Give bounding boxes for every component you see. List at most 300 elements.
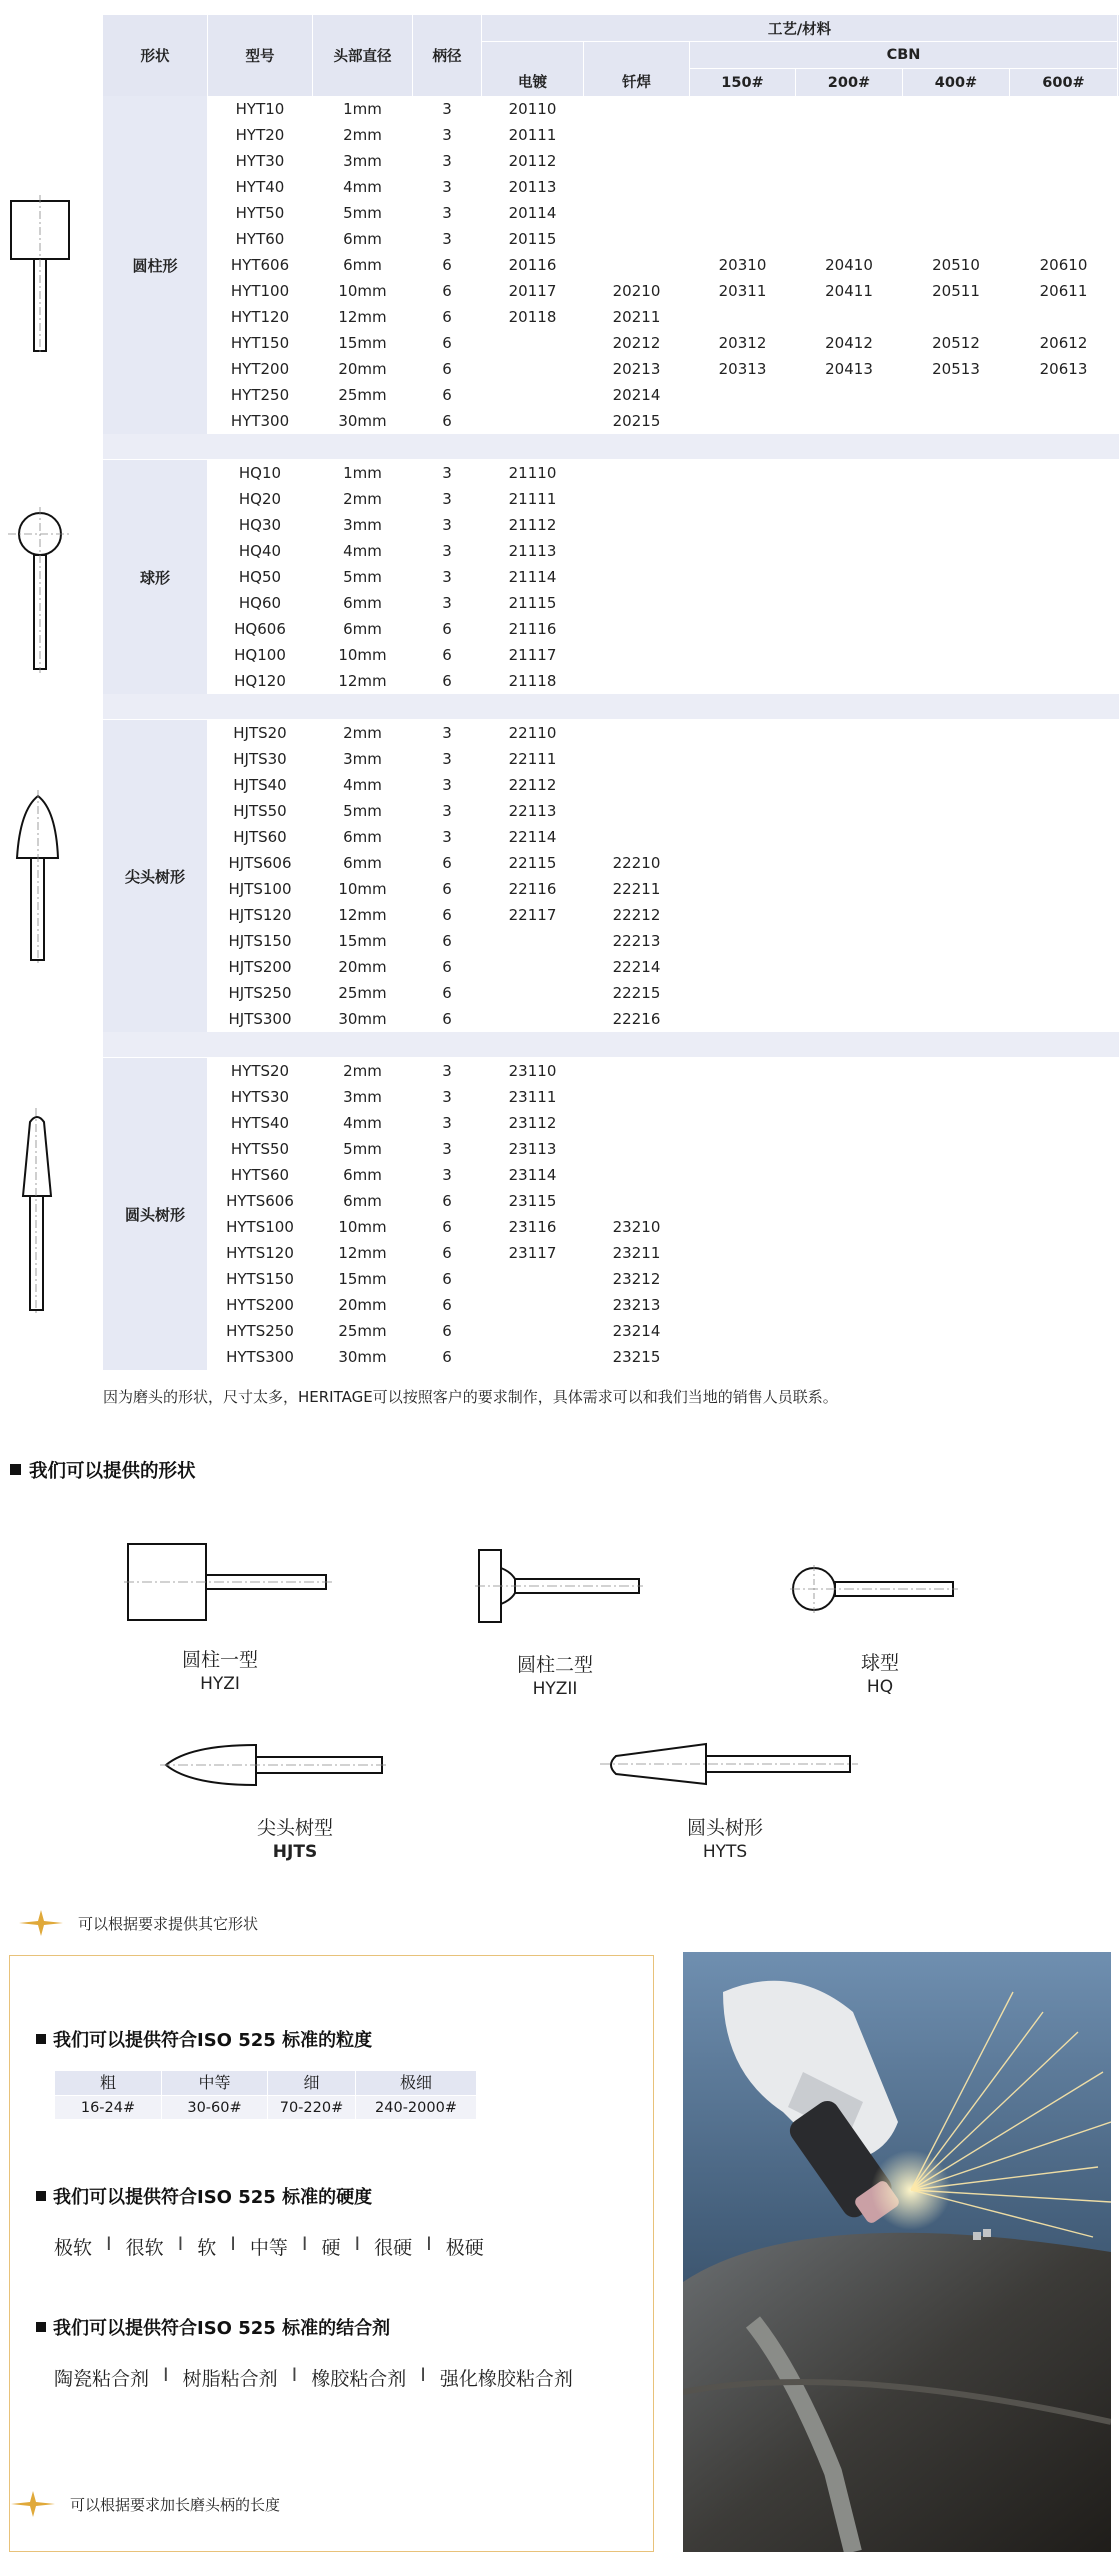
table-cell: 3	[413, 460, 482, 486]
list-separator: I	[177, 2233, 184, 2255]
table-cell	[690, 824, 796, 850]
table-cell	[482, 1266, 584, 1292]
table-cell	[690, 564, 796, 590]
round-tree-shape-icon	[600, 1738, 860, 1790]
table-cell	[903, 668, 1010, 694]
table-cell: 10mm	[313, 876, 413, 902]
table-cell: 3	[413, 746, 482, 772]
table-cell: HJTS30	[208, 746, 313, 772]
table-cell	[903, 460, 1010, 486]
table-cell	[903, 746, 1010, 772]
table-cell	[1010, 1136, 1118, 1162]
table-cell	[796, 902, 903, 928]
table-cell: 21112	[482, 512, 584, 538]
table-cell	[796, 798, 903, 824]
grit-value: 16-24#	[55, 2095, 162, 2119]
table-cell: HQ40	[208, 538, 313, 564]
table-cell	[584, 200, 690, 226]
table-cell	[690, 486, 796, 512]
table-cell	[584, 96, 690, 122]
table-cell	[796, 1058, 903, 1084]
table-cell	[796, 382, 903, 408]
table-cell: 6	[413, 954, 482, 980]
table-cell: 20312	[690, 330, 796, 356]
table-cell	[796, 954, 903, 980]
table-cell: HQ50	[208, 564, 313, 590]
table-cell	[903, 512, 1010, 538]
table-cell	[690, 876, 796, 902]
table-cell	[903, 902, 1010, 928]
shape-name: 圆柱一型	[181, 1649, 258, 1671]
grit-value: 240-2000#	[356, 2095, 477, 2119]
table-cell	[796, 824, 903, 850]
table-cell	[1010, 1214, 1118, 1240]
table-cell: 20612	[1010, 330, 1118, 356]
table-cell	[796, 642, 903, 668]
table-cell	[903, 1266, 1010, 1292]
table-cell: 21115	[482, 590, 584, 616]
table-cell	[690, 1084, 796, 1110]
table-cell	[690, 590, 796, 616]
table-cell	[1010, 226, 1118, 252]
table-cell: 3	[413, 564, 482, 590]
table-cell: HYTS150	[208, 1266, 313, 1292]
table-cell: HYT60	[208, 226, 313, 252]
table-cell	[690, 720, 796, 746]
table-cell	[903, 954, 1010, 980]
table-cell: HYT20	[208, 122, 313, 148]
table-cell: 20311	[690, 278, 796, 304]
table-cell: 3	[413, 174, 482, 200]
ball-shape-icon	[790, 1565, 960, 1615]
group-spacer	[103, 1032, 1119, 1058]
table-cell	[796, 1084, 903, 1110]
table-cell	[903, 1188, 1010, 1214]
table-cell	[584, 1162, 690, 1188]
table-cell	[584, 772, 690, 798]
table-cell	[796, 1110, 903, 1136]
table-cell	[903, 564, 1010, 590]
table-cell	[584, 746, 690, 772]
table-cell: 30mm	[313, 1344, 413, 1370]
table-cell: 21117	[482, 642, 584, 668]
table-cell: 22115	[482, 850, 584, 876]
table-cell: HYTS250	[208, 1318, 313, 1344]
table-cell: HJTS150	[208, 928, 313, 954]
table-cell: 3	[413, 1084, 482, 1110]
table-cell: 3	[413, 1162, 482, 1188]
table-cell	[796, 1136, 903, 1162]
table-cell: HYTS200	[208, 1292, 313, 1318]
list-item: 很软	[125, 2237, 164, 2259]
table-cell	[1010, 1006, 1118, 1032]
list-separator: I	[301, 2233, 308, 2255]
list-item: 橡胶粘合剂	[311, 2368, 407, 2390]
header-electroplated: 电镀	[482, 42, 584, 96]
table-cell: 6	[413, 356, 482, 382]
table-cell	[690, 1318, 796, 1344]
table-cell	[482, 928, 584, 954]
grit-title: 我们可以提供符合ISO 525 标准的粒度	[36, 2026, 372, 2052]
table-cell	[482, 1318, 584, 1344]
table-cell: 22210	[584, 850, 690, 876]
table-cell: 20513	[903, 356, 1010, 382]
table-cell	[1010, 850, 1118, 876]
hardness-list	[54, 2233, 484, 2260]
round-tree-tool-icon	[0, 1108, 100, 1328]
table-cell: 20110	[482, 96, 584, 122]
table-cell	[903, 798, 1010, 824]
table-cell: 6mm	[313, 850, 413, 876]
table-cell	[584, 148, 690, 174]
shank-note	[10, 2489, 280, 2519]
list-separator: I	[291, 2364, 298, 2386]
table-cell	[1010, 512, 1118, 538]
table-cell	[796, 408, 903, 434]
table-cell: 4mm	[313, 174, 413, 200]
table-group	[103, 96, 1119, 434]
table-cell	[903, 226, 1010, 252]
table-cell	[903, 1292, 1010, 1318]
table-cell: 3	[413, 590, 482, 616]
header-grit-400: 400#	[903, 69, 1010, 96]
table-cell: 6	[413, 252, 482, 278]
table-cell	[690, 798, 796, 824]
table-cell	[1010, 304, 1118, 330]
table-cell	[903, 1240, 1010, 1266]
table-cell	[482, 1292, 584, 1318]
table-cell: 23110	[482, 1058, 584, 1084]
gold-star-icon	[10, 2489, 56, 2519]
table-cell	[1010, 876, 1118, 902]
table-cell	[1010, 928, 1118, 954]
table-cell	[690, 1292, 796, 1318]
table-cell: 2mm	[313, 486, 413, 512]
table-cell: 21111	[482, 486, 584, 512]
table-cell	[584, 1188, 690, 1214]
table-cell: 23212	[584, 1266, 690, 1292]
hardness-title: 我们可以提供符合ISO 525 标准的硬度	[36, 2183, 372, 2209]
header-grit-600: 600#	[1010, 69, 1118, 96]
table-cell: 20113	[482, 174, 584, 200]
table-cell: 6	[413, 1266, 482, 1292]
table-cell	[903, 200, 1010, 226]
table-cell	[1010, 980, 1118, 1006]
table-cell: 3	[413, 720, 482, 746]
table-cell: HYT606	[208, 252, 313, 278]
table-cell: 30mm	[313, 1006, 413, 1032]
table-cell	[584, 720, 690, 746]
shapes-note-text: 可以根据要求提供其它形状	[78, 1914, 259, 1933]
table-cell	[1010, 122, 1118, 148]
table-cell	[482, 330, 584, 356]
table-cell: 23210	[584, 1214, 690, 1240]
header-process-material: 工艺/材料	[482, 15, 1118, 42]
table-cell	[1010, 1058, 1118, 1084]
table-cell: 23113	[482, 1136, 584, 1162]
table-cell	[690, 668, 796, 694]
table-cell: 6mm	[313, 590, 413, 616]
list-separator: I	[420, 2364, 426, 2386]
table-cell	[1010, 1318, 1118, 1344]
shape-cell: 球形	[103, 460, 208, 694]
table-cell	[796, 1292, 903, 1318]
table-cell: 3	[413, 96, 482, 122]
table-cell: 23112	[482, 1110, 584, 1136]
table-cell	[796, 460, 903, 486]
table-cell: HYTS120	[208, 1240, 313, 1266]
shape-name: 圆头树形	[686, 1817, 763, 1839]
table-cell: 3	[413, 148, 482, 174]
table-cell: 6mm	[313, 616, 413, 642]
bond-title: 我们可以提供符合ISO 525 标准的结合剂	[36, 2314, 390, 2340]
table-cell	[690, 980, 796, 1006]
grit-header: 细	[268, 2071, 356, 2095]
grit-value: 30-60#	[162, 2095, 268, 2119]
table-cell: 23213	[584, 1292, 690, 1318]
table-cell	[903, 1162, 1010, 1188]
table-cell	[584, 1084, 690, 1110]
table-cell	[690, 642, 796, 668]
table-cell: 21110	[482, 460, 584, 486]
table-cell	[796, 1266, 903, 1292]
table-cell: 3mm	[313, 746, 413, 772]
pointed-tree-shape-icon	[160, 1737, 390, 1793]
table-cell	[1010, 616, 1118, 642]
table-cell	[1010, 824, 1118, 850]
table-cell: HYTS30	[208, 1084, 313, 1110]
table-cell	[690, 1240, 796, 1266]
shape-caption-hyzi	[150, 1645, 290, 1694]
grinding-photo	[683, 1952, 1111, 2552]
table-cell: HQ606	[208, 616, 313, 642]
table-cell: 10mm	[313, 278, 413, 304]
table-cell: 20117	[482, 278, 584, 304]
table-cell: 6	[413, 1188, 482, 1214]
table-cell	[1010, 174, 1118, 200]
table-cell: 20118	[482, 304, 584, 330]
bond-list	[54, 2364, 573, 2391]
table-cell: 3	[413, 538, 482, 564]
table-cell: HYT30	[208, 148, 313, 174]
table-cell: 4mm	[313, 1110, 413, 1136]
table-cell: 22216	[584, 1006, 690, 1032]
table-group	[103, 1058, 1119, 1370]
table-cell	[1010, 200, 1118, 226]
group-spacer	[103, 434, 1119, 460]
table-cell: HJTS100	[208, 876, 313, 902]
table-cell	[584, 668, 690, 694]
table-cell: 6	[413, 1240, 482, 1266]
table-cell: 22214	[584, 954, 690, 980]
table-cell: 23211	[584, 1240, 690, 1266]
table-cell	[690, 1058, 796, 1084]
grit-header: 中等	[162, 2071, 268, 2095]
table-cell	[690, 1110, 796, 1136]
table-cell: HYTS100	[208, 1214, 313, 1240]
grit-value: 70-220#	[268, 2095, 356, 2119]
shape-code: HQ	[866, 1677, 894, 1697]
list-item: 强化橡胶粘合剂	[439, 2368, 573, 2390]
shape-caption-hjts	[225, 1813, 365, 1862]
table-cell	[903, 876, 1010, 902]
table-cell	[690, 954, 796, 980]
table-cell: 23116	[482, 1214, 584, 1240]
gold-star-icon	[18, 1908, 64, 1938]
table-cell	[903, 1344, 1010, 1370]
table-cell: 3	[413, 772, 482, 798]
table-cell: 3	[413, 122, 482, 148]
table-cell	[796, 668, 903, 694]
list-separator: I	[163, 2364, 169, 2386]
table-cell: HJTS120	[208, 902, 313, 928]
table-cell: 6	[413, 304, 482, 330]
list-separator: I	[230, 2233, 236, 2255]
table-cell	[796, 96, 903, 122]
table-cell	[690, 122, 796, 148]
table-cell: 3	[413, 200, 482, 226]
shape-name: 尖头树型	[256, 1817, 333, 1839]
table-cell	[1010, 486, 1118, 512]
list-separator: I	[106, 2233, 112, 2255]
table-cell: 21118	[482, 668, 584, 694]
table-cell: 20411	[796, 278, 903, 304]
list-item: 陶瓷粘合剂	[54, 2368, 150, 2390]
table-cell	[796, 174, 903, 200]
table-cell	[584, 486, 690, 512]
table-note: 因为磨头的形状，尺寸太多，HERITAGE可以按照客户的要求制作，具体需求可以和我们当地的销售人员联系。	[103, 1388, 838, 1406]
table-cell: 20112	[482, 148, 584, 174]
list-item: 极软	[54, 2237, 93, 2259]
table-cell: 5mm	[313, 798, 413, 824]
table-cell	[690, 1162, 796, 1188]
table-cell: 3	[413, 1110, 482, 1136]
list-item: 软	[197, 2237, 217, 2259]
table-cell: 10mm	[313, 1214, 413, 1240]
table-cell: 22212	[584, 902, 690, 928]
table-cell: 20613	[1010, 356, 1118, 382]
table-cell	[796, 746, 903, 772]
table-cell	[903, 928, 1010, 954]
table-cell	[903, 122, 1010, 148]
table-cell	[482, 954, 584, 980]
table-cell: 20210	[584, 278, 690, 304]
table-cell: 20116	[482, 252, 584, 278]
table-cell	[584, 460, 690, 486]
table-cell	[796, 1188, 903, 1214]
table-cell	[690, 1344, 796, 1370]
pointed-tree-tool-icon	[0, 790, 100, 970]
table-cell: 6	[413, 928, 482, 954]
table-cell: 6	[413, 850, 482, 876]
table-cell: 22116	[482, 876, 584, 902]
shape-cell: 圆头树形	[103, 1058, 208, 1370]
grit-header: 极细	[356, 2071, 477, 2095]
table-cell: 21113	[482, 538, 584, 564]
table-cell: 20511	[903, 278, 1010, 304]
table-cell	[584, 642, 690, 668]
table-cell	[1010, 590, 1118, 616]
table-cell	[1010, 1188, 1118, 1214]
table-cell	[796, 590, 903, 616]
table-cell	[1010, 798, 1118, 824]
ball-tool-icon	[0, 507, 100, 677]
table-cell: 12mm	[313, 902, 413, 928]
table-cell	[903, 1136, 1010, 1162]
table-cell	[903, 824, 1010, 850]
table-cell	[690, 1006, 796, 1032]
table-cell	[903, 304, 1010, 330]
table-cell: 6	[413, 278, 482, 304]
table-cell: 20115	[482, 226, 584, 252]
table-cell: 6mm	[313, 1188, 413, 1214]
table-cell: 22215	[584, 980, 690, 1006]
table-cell: 22114	[482, 824, 584, 850]
table-cell	[690, 148, 796, 174]
table-cell	[796, 538, 903, 564]
table-cell: HJTS300	[208, 1006, 313, 1032]
table-cell	[584, 590, 690, 616]
table-cell: HQ20	[208, 486, 313, 512]
table-cell: HJTS606	[208, 850, 313, 876]
table-cell: HJTS60	[208, 824, 313, 850]
table-cell	[584, 538, 690, 564]
table-cell: 5mm	[313, 200, 413, 226]
table-cell: 3mm	[313, 1084, 413, 1110]
table-cell: 22211	[584, 876, 690, 902]
table-cell: 22213	[584, 928, 690, 954]
table-cell: 6	[413, 382, 482, 408]
table-cell	[584, 824, 690, 850]
table-cell: 12mm	[313, 1240, 413, 1266]
header-grit-200: 200#	[796, 69, 903, 96]
table-cell: 20510	[903, 252, 1010, 278]
table-cell	[482, 1006, 584, 1032]
table-cell	[903, 1110, 1010, 1136]
table-cell: HYT50	[208, 200, 313, 226]
table-cell: 3mm	[313, 148, 413, 174]
table-cell	[1010, 538, 1118, 564]
table-cell	[1010, 1162, 1118, 1188]
header-shape: 形状	[103, 15, 208, 96]
table-cell	[690, 772, 796, 798]
table-cell: 3mm	[313, 512, 413, 538]
shape-code: HYTS	[702, 1842, 748, 1862]
table-cell: 6	[413, 902, 482, 928]
table-cell: HQ60	[208, 590, 313, 616]
table-cell	[796, 486, 903, 512]
table-cell: HYTS606	[208, 1188, 313, 1214]
table-cell	[1010, 564, 1118, 590]
header-head-diameter: 头部直径	[313, 15, 413, 96]
table-header	[103, 15, 1119, 96]
table-cell: 20211	[584, 304, 690, 330]
table-cell	[584, 616, 690, 642]
table-cell: 6mm	[313, 252, 413, 278]
table-cell: HQ120	[208, 668, 313, 694]
table-cell: 3	[413, 824, 482, 850]
shape-code: HJTS	[272, 1842, 318, 1862]
table-cell	[690, 96, 796, 122]
table-cell: 3	[413, 486, 482, 512]
table-cell: 21114	[482, 564, 584, 590]
table-cell	[796, 980, 903, 1006]
table-cell: 4mm	[313, 772, 413, 798]
shape-cell: 尖头树形	[103, 720, 208, 1032]
table-cell: 20mm	[313, 1292, 413, 1318]
header-brazed: 钎焊	[584, 42, 690, 96]
table-cell	[1010, 408, 1118, 434]
